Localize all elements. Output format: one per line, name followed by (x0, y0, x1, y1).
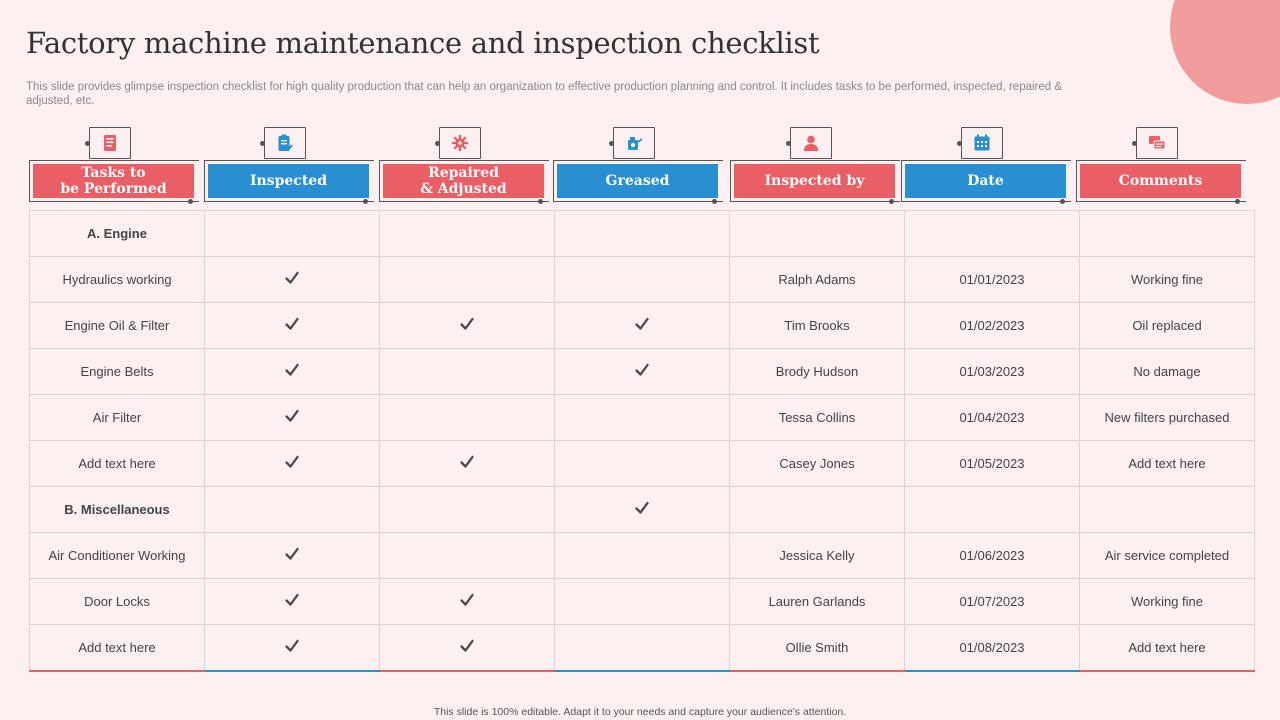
date-cell: 01/07/2023 (905, 579, 1080, 625)
column-header-label: Inspected by (734, 164, 895, 198)
task-cell: Engine Oil & Filter (30, 303, 205, 349)
checkmark-icon (284, 412, 300, 427)
checkmark-icon (284, 596, 300, 611)
task-cell: Add text here (30, 625, 205, 672)
table-row (30, 395, 1255, 441)
chat-icon (1136, 127, 1178, 159)
column-header (29, 120, 199, 212)
task-cell: Hydraulics working (30, 257, 205, 303)
repaired-cell (380, 441, 555, 487)
checkmark-icon (284, 274, 300, 289)
date-cell: 01/06/2023 (905, 533, 1080, 579)
date-cell: 01/08/2023 (905, 625, 1080, 672)
comment-cell (1080, 211, 1255, 257)
column-header (204, 120, 374, 212)
column-header-label: Inspected (208, 164, 369, 198)
inspector-cell: Jessica Kelly (730, 533, 905, 579)
checklist-table (29, 210, 1255, 672)
task-cell: Add text here (30, 441, 205, 487)
inspected-cell (205, 533, 380, 579)
inspector-cell: Ralph Adams (730, 257, 905, 303)
inspector-cell: Casey Jones (730, 441, 905, 487)
comment-cell: Add text here (1080, 625, 1255, 672)
inspector-cell: Lauren Garlands (730, 579, 905, 625)
inspected-cell (205, 395, 380, 441)
footer-note: This slide is 100% editable. Adapt it to your needs and capture your audience's attention. (433, 706, 847, 718)
checkmark-icon (634, 504, 650, 519)
checkmark-icon (284, 366, 300, 381)
greased-cell (555, 625, 730, 672)
table-row (30, 487, 1255, 533)
section-heading: B. Miscellaneous (30, 487, 205, 533)
checkmark-icon (284, 320, 300, 335)
greased-cell (555, 211, 730, 257)
date-cell: 01/04/2023 (905, 395, 1080, 441)
greased-cell (555, 487, 730, 533)
comment-cell: No damage (1080, 349, 1255, 395)
inspector-cell: Tessa Collins (730, 395, 905, 441)
inspector-cell: Brody Hudson (730, 349, 905, 395)
checkmark-icon (634, 366, 650, 381)
connector-dot (1235, 199, 1240, 204)
greased-cell (555, 257, 730, 303)
user-icon (790, 127, 832, 159)
date-cell (905, 487, 1080, 533)
checkmark-icon (459, 458, 475, 473)
comment-cell: Add text here (1080, 441, 1255, 487)
checklist-icon (89, 127, 131, 159)
greased-cell (555, 579, 730, 625)
page-subtitle: This slide provides glimpse inspection checklist for high quality production that can help an organization to effective production planning and control. It includes tasks to be performed, inspected, repaired & adjusted, etc. (26, 81, 1063, 107)
column-header (379, 120, 549, 212)
connector-dot (538, 199, 543, 204)
checkmark-icon (284, 550, 300, 565)
column-header (901, 120, 1071, 212)
inspected-cell (205, 487, 380, 533)
repaired-cell (380, 487, 555, 533)
greased-cell (555, 441, 730, 487)
oil-can-icon (613, 127, 655, 159)
connector-dot (889, 199, 894, 204)
greased-cell (555, 349, 730, 395)
table-row (30, 349, 1255, 395)
table-row (30, 625, 1255, 672)
comment-cell: Working fine (1080, 257, 1255, 303)
calendar-icon (961, 127, 1003, 159)
repaired-cell (380, 211, 555, 257)
inspector-cell: Tim Brooks (730, 303, 905, 349)
table-row (30, 303, 1255, 349)
date-cell: 01/05/2023 (905, 441, 1080, 487)
table-row (30, 211, 1255, 257)
inspected-cell (205, 349, 380, 395)
greased-cell (555, 395, 730, 441)
inspector-cell: Ollie Smith (730, 625, 905, 672)
inspected-cell (205, 211, 380, 257)
inspected-cell (205, 625, 380, 672)
checkmark-icon (284, 458, 300, 473)
column-header (553, 120, 723, 212)
greased-cell (555, 533, 730, 579)
comment-cell: New filters purchased (1080, 395, 1255, 441)
repaired-cell (380, 349, 555, 395)
table-row (30, 441, 1255, 487)
comment-cell: Air service completed (1080, 533, 1255, 579)
table-row (30, 533, 1255, 579)
repaired-cell (380, 395, 555, 441)
inspected-cell (205, 257, 380, 303)
table-row (30, 257, 1255, 303)
gear-wrench-icon (439, 127, 481, 159)
column-header-label: Tasks to be Performed (33, 164, 194, 198)
greased-cell (555, 303, 730, 349)
table-row (30, 579, 1255, 625)
repaired-cell (380, 533, 555, 579)
column-header-label: Date (905, 164, 1066, 198)
task-cell: Air Conditioner Working (30, 533, 205, 579)
inspected-cell (205, 579, 380, 625)
comment-cell: Working fine (1080, 579, 1255, 625)
date-cell (905, 211, 1080, 257)
column-header (1076, 120, 1246, 212)
task-cell: Air Filter (30, 395, 205, 441)
column-header-label: Comments (1080, 164, 1241, 198)
connector-dot (363, 199, 368, 204)
column-header-label: Repaired & Adjusted (383, 164, 544, 198)
checkmark-icon (459, 320, 475, 335)
section-heading: A. Engine (30, 211, 205, 257)
checkmark-icon (459, 642, 475, 657)
task-cell: Door Locks (30, 579, 205, 625)
checkmark-icon (459, 596, 475, 611)
inspected-cell (205, 441, 380, 487)
date-cell: 01/02/2023 (905, 303, 1080, 349)
column-header (730, 120, 900, 212)
connector-dot (712, 199, 717, 204)
comment-cell (1080, 487, 1255, 533)
clipboard-check-icon (264, 127, 306, 159)
comment-cell: Oil replaced (1080, 303, 1255, 349)
inspected-cell (205, 303, 380, 349)
repaired-cell (380, 625, 555, 672)
repaired-cell (380, 303, 555, 349)
checkmark-icon (634, 320, 650, 335)
page-title: Factory machine maintenance and inspection checklist (26, 26, 820, 60)
date-cell: 01/01/2023 (905, 257, 1080, 303)
inspector-cell (730, 487, 905, 533)
decorative-circle (1170, 0, 1280, 104)
column-header-label: Greased (557, 164, 718, 198)
repaired-cell (380, 579, 555, 625)
task-cell: Engine Belts (30, 349, 205, 395)
connector-dot (1060, 199, 1065, 204)
inspector-cell (730, 211, 905, 257)
repaired-cell (380, 257, 555, 303)
date-cell: 01/03/2023 (905, 349, 1080, 395)
connector-dot (188, 199, 193, 204)
checkmark-icon (284, 642, 300, 657)
